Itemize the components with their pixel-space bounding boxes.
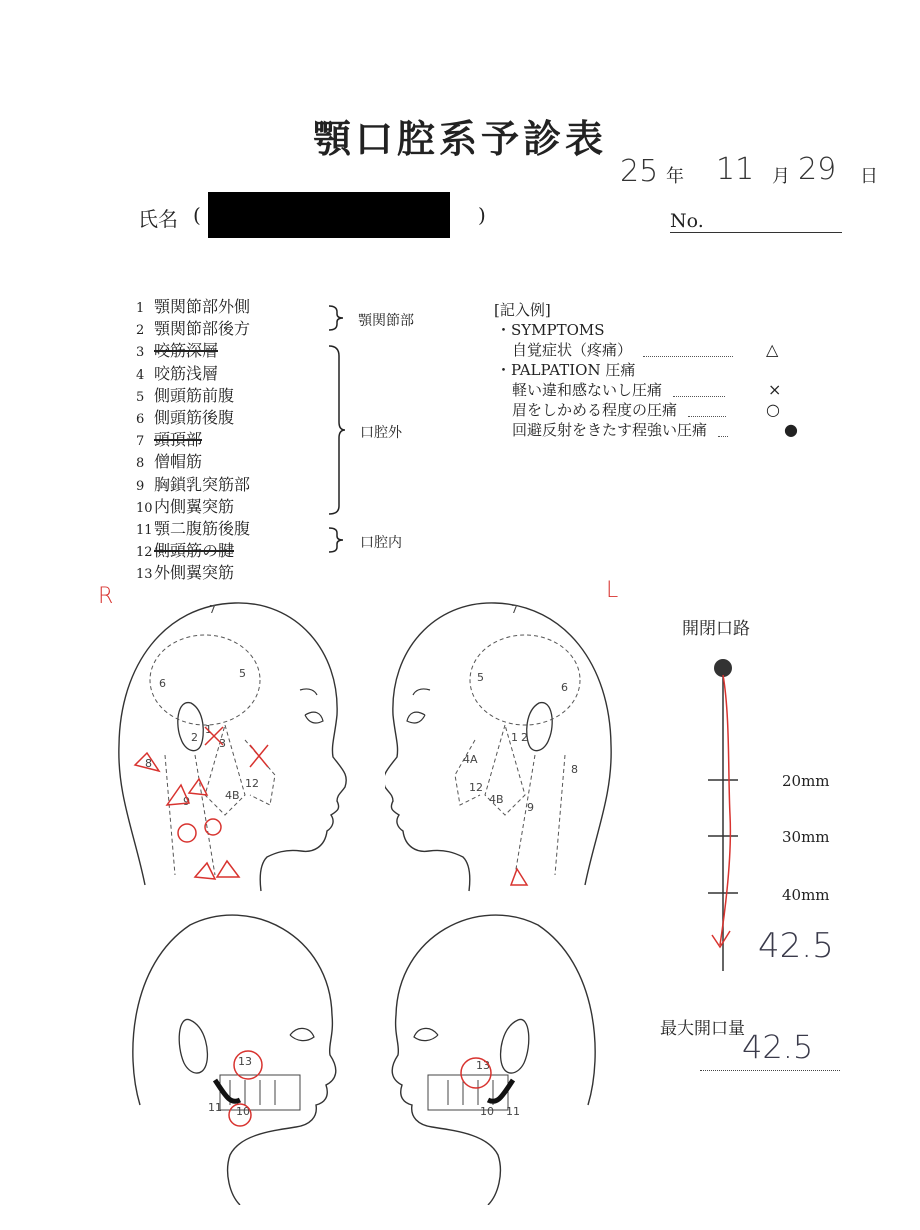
head-intraoral-left	[378, 905, 608, 1205]
group-braces	[325, 300, 355, 560]
muscle-number: 5	[136, 389, 145, 405]
ear-icon	[501, 1019, 529, 1073]
muscle-list-item	[136, 408, 250, 430]
muscle-number: 11	[136, 523, 153, 539]
group-extraoral: 口腔外	[360, 425, 402, 441]
number-label: No.	[670, 210, 704, 232]
muscle-list-item	[136, 297, 250, 319]
start-point-icon	[714, 659, 732, 677]
muscle-list-item	[136, 364, 250, 386]
muscle-number: 13	[136, 567, 153, 583]
muscle-number: 3	[136, 345, 145, 361]
diagram-number: 1	[511, 731, 518, 744]
legend	[494, 300, 804, 450]
leader-dots	[673, 386, 725, 397]
name-paren-open: (	[193, 203, 201, 227]
leader-dots	[718, 426, 728, 437]
triangle-symbol: △	[766, 340, 779, 359]
diagram-number: 6	[561, 681, 568, 694]
muscle-label: 顎二腹筋後腹	[154, 519, 251, 539]
legend-palpation-item: 軽い違和感ないし圧痛	[512, 381, 663, 399]
legend-palpation-title: ・PALPATION 圧痛	[496, 361, 636, 379]
diagram-number: 2	[191, 731, 198, 744]
legend-header: [記入例]	[494, 301, 551, 319]
muscle-number: 2	[136, 323, 145, 339]
group-intraoral: 口腔内	[360, 535, 402, 551]
legend-symptoms-title: ・SYMPTOMS	[496, 321, 605, 339]
diagram-number: 5	[239, 667, 246, 680]
date-year-unit: 年	[666, 166, 684, 187]
tick-label: 20mm	[782, 772, 830, 790]
muscle-number: 1	[136, 301, 145, 316]
muscle-number: 12	[136, 545, 153, 561]
diagram-number: 13	[476, 1059, 490, 1072]
jaw-bone	[488, 1080, 513, 1101]
muscle-label: 側頭筋の腱	[154, 541, 235, 561]
muscle-label: 内側翼突筋	[154, 496, 235, 516]
muscle-label: 咬筋浅層	[154, 363, 219, 383]
diagram-number: 11	[506, 1105, 520, 1118]
muscle-number: 8	[136, 456, 145, 472]
red-pen-annotations	[511, 869, 527, 885]
diagram-number: 4A	[463, 753, 478, 766]
muscle-label: 側頭筋後腹	[154, 408, 235, 428]
eye-icon	[300, 689, 323, 723]
muscle-list	[136, 297, 250, 586]
jaw-bone	[215, 1080, 240, 1101]
name-label: 氏名	[138, 207, 178, 231]
diagram-number: 2	[521, 731, 528, 744]
diagram-number: 7	[511, 603, 518, 616]
max-opening-underline	[700, 1070, 840, 1071]
max-opening-label: 最大開口量	[660, 1019, 745, 1039]
muscle-label: 顎関節部後方	[154, 319, 251, 339]
tick-label: 40mm	[782, 886, 830, 904]
diagram-number: 10	[480, 1105, 494, 1118]
opening-path-value: 42.5	[758, 926, 834, 966]
group-tmj: 顎関節部	[358, 313, 414, 329]
date-month: 11	[716, 152, 755, 187]
diagram-number: 12	[245, 777, 259, 790]
diagram-number: 12	[469, 781, 483, 794]
red-pen-path	[720, 675, 730, 945]
muscle-label: 顎関節部外側	[154, 297, 251, 316]
muscle-list-item	[136, 319, 250, 341]
max-opening-value: 42.5	[742, 1028, 814, 1066]
head-outline	[119, 603, 346, 891]
diagram-number: 5	[477, 671, 484, 684]
red-pen-annotations	[135, 727, 268, 879]
temporalis-region	[150, 635, 260, 725]
muscle-list-item	[136, 541, 250, 563]
ear-icon	[527, 703, 552, 751]
head-outline	[385, 603, 611, 891]
number-underline	[670, 232, 842, 233]
diagram-number: 4B	[489, 793, 504, 806]
muscle-list-item	[136, 452, 250, 474]
muscle-list-item	[136, 341, 250, 363]
head-profile-right	[105, 595, 350, 895]
tick-label: 30mm	[782, 828, 830, 846]
leader-dots	[643, 346, 733, 357]
date-day: 29	[798, 152, 837, 187]
redacted-name	[208, 192, 450, 238]
ear-icon	[179, 1019, 207, 1073]
muscle-number: 9	[136, 478, 145, 494]
muscle-label: 胸鎖乳突筋部	[154, 474, 251, 494]
legend-palpation-item: 回避反射をきたす程強い圧痛	[512, 421, 708, 439]
muscle-label: 外側翼突筋	[154, 563, 235, 583]
head-outline	[392, 915, 595, 1205]
diagram-number: 7	[209, 603, 216, 616]
eye-icon	[290, 1028, 314, 1040]
muscle-list-item	[136, 430, 250, 452]
muscle-number: 4	[136, 367, 145, 383]
muscle-number: 7	[136, 434, 145, 450]
muscle-list-item	[136, 563, 250, 585]
diagram-number: 9	[527, 801, 534, 814]
muscle-list-item	[136, 386, 250, 408]
document-title: 顎口腔系予診表	[312, 116, 607, 161]
legend-symptoms-item: 自覚症状（疼痛）	[512, 341, 633, 359]
legend-palpation-item: 眉をしかめる程度の圧痛	[512, 401, 678, 419]
diagram-number: 4B	[225, 789, 240, 802]
opening-path-title: 開閉口路	[682, 619, 750, 639]
leader-dots	[688, 406, 726, 417]
muscle-list-item	[136, 475, 250, 497]
date-day-unit: 日	[860, 166, 878, 187]
left-side-mark: L	[606, 578, 619, 603]
name-paren-close: )	[478, 203, 486, 227]
right-side-mark: R	[98, 584, 114, 609]
muscle-label: 咬筋深層	[154, 341, 219, 361]
date-year: 25	[620, 154, 659, 189]
diagram-number: 1	[205, 723, 212, 736]
filled-circle-symbol: ●	[784, 420, 798, 439]
diagram-number: 9	[183, 795, 190, 808]
head-profile-left	[385, 595, 625, 895]
teeth-outline	[220, 1075, 300, 1110]
muscle-number: 10	[136, 500, 153, 516]
eye-icon	[407, 689, 430, 723]
diagram-number: 13	[238, 1055, 252, 1068]
muscle-label: 側頭筋前腹	[154, 385, 235, 405]
teeth-outline	[428, 1075, 508, 1110]
diagram-number: 8	[145, 757, 152, 770]
diagram-number: 6	[159, 677, 166, 690]
muscle-list-item	[136, 519, 250, 541]
eye-icon	[414, 1028, 438, 1040]
opening-path-diagram	[690, 655, 750, 975]
circle-symbol: ○	[766, 400, 780, 419]
muscle-list-item	[136, 497, 250, 519]
cross-symbol: ×	[768, 380, 782, 399]
date-month-unit: 月	[772, 166, 790, 187]
head-intraoral-right	[120, 905, 350, 1205]
muscle-regions	[455, 725, 565, 875]
diagram-number: 11	[208, 1101, 222, 1114]
temporalis-region	[470, 635, 580, 725]
diagram-number: 8	[571, 763, 578, 776]
muscle-number: 6	[136, 412, 145, 428]
diagram-number: 10	[236, 1105, 250, 1118]
diagram-number: 3	[219, 737, 226, 750]
muscle-label: 僧帽筋	[154, 452, 203, 472]
muscle-label: 頭頂部	[154, 430, 203, 450]
